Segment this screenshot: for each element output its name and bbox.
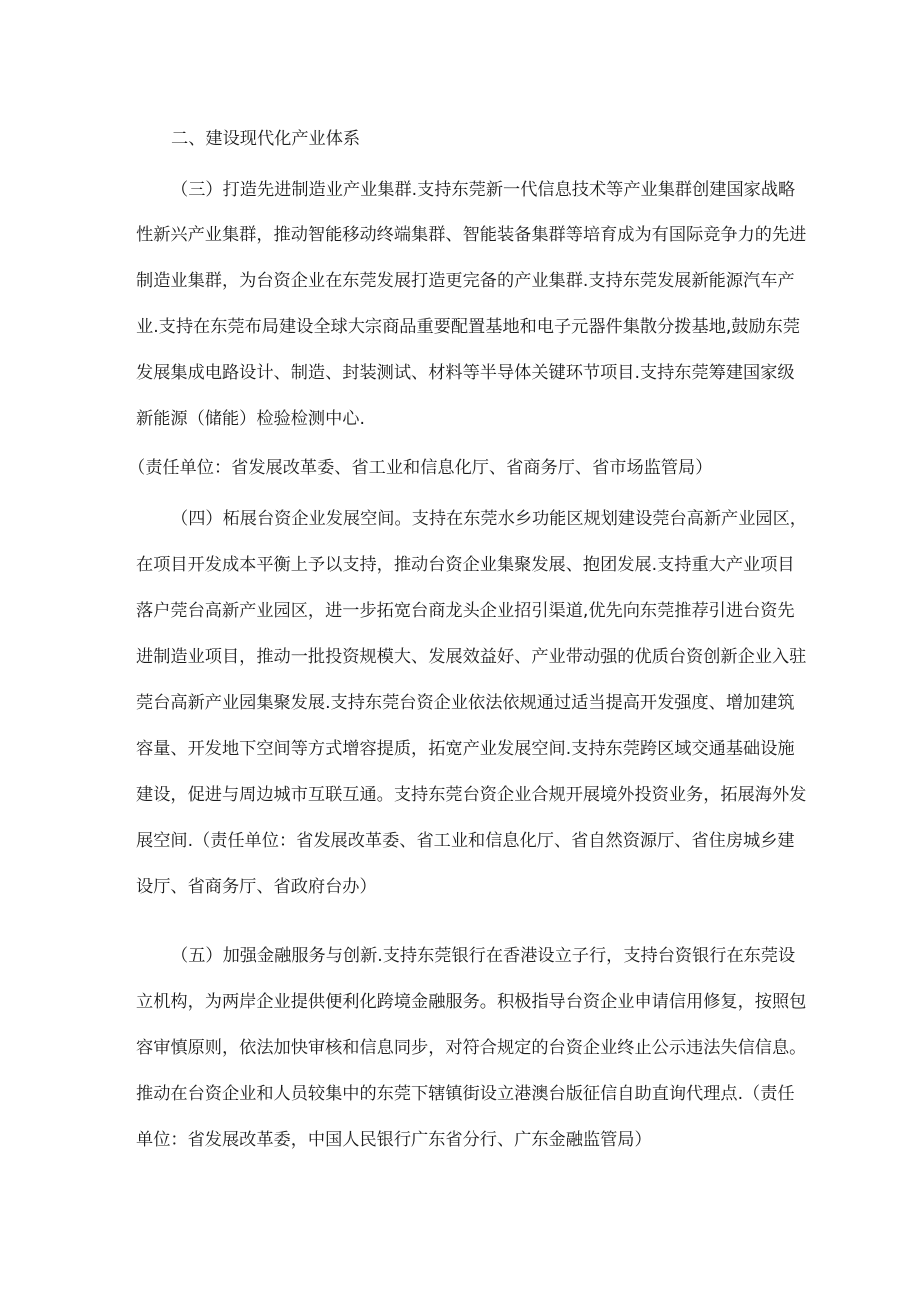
paragraph-4-line-5: 莞台高新产业园集聚发展.支持东莞台资企业依法依规通过适当提高开发强度、增加建筑 [136, 693, 795, 713]
paragraph-3-line-5: 发展集成电路设计、制造、封装测试、材料等半导体关键环节项目.支持东莞筹建国家级 [136, 363, 795, 383]
paragraph-5-line-4: 推动在台资企业和人员较集中的东莞下辖镇街设立港澳台版征信自助直询代理点.（责任 [136, 1084, 795, 1104]
paragraph-4-line-4: 进制造业项目，推动一批投资规模大、发展效益好、产业带动强的优质台资创新企业入驻 [136, 647, 807, 667]
paragraph-4-line-9: 设厅、省商务厅、省政府台办） [136, 877, 377, 897]
paragraph-5-line-1: （五）加强金融服务与创新.支持东莞银行在香港设立子行，支持台资银行在东莞设 [171, 946, 796, 966]
paragraph-3-line-4: 业.支持在东莞布局建设全球大宗商品重要配置基地和电子元器件集散分拨基地,鼓励东莞 [136, 317, 801, 337]
paragraph-4-line-2: 在项目开发成本平衡上予以支持，推动台资企业集聚发展、抱团发展.支持重大产业项目 [136, 555, 795, 575]
paragraph-3-line-2: 性新兴产业集群，推动智能移动终端集群、智能装备集群等培育成为有国际竞争力的先进 [136, 225, 807, 245]
paragraph-4-line-8: 展空间.（责任单位：省发展改革委、省工业和信息化厅、省自然资源厅、省住房城乡建 [136, 831, 795, 851]
paragraph-5-line-5: 单位：省发展改革委，中国人民银行广东省分行、广东金融监管局） [136, 1130, 652, 1150]
paragraph-4-line-7: 建设，促进与周边城市互联互通。支持东莞台资企业合规开展境外投资业务，拓展海外发 [136, 785, 807, 805]
paragraph-3-line-6: 新能源（储能）检验检测中心. [136, 409, 365, 429]
paragraph-5-line-3: 容审慎原则，依法加快审核和信息同步，对符合规定的台资企业终止公示违法失信信息。 [136, 1038, 807, 1058]
paragraph-4-line-3: 落户莞台高新产业园区，进一步拓宽台商龙头企业招引渠道,优先向东莞推荐引进台资先 [136, 601, 795, 621]
section-heading: 二、建设现代化产业体系 [171, 129, 361, 149]
responsible-units-3: （责任单位：省发展改革委、省工业和信息化厅、省商务厅、省市场监管局） [128, 458, 713, 478]
paragraph-5-line-2: 立机构，为两岸企业提供便利化跨境金融服务。积极指导台资企业申请信用修复，按照包 [136, 992, 807, 1012]
paragraph-3-line-1: （三）打造先进制造业产业集群.支持东莞新一代信息技术等产业集群创建国家战略 [171, 180, 796, 200]
paragraph-4-line-6: 容量、开发地下空间等方式增容提质，拓宽产业发展空间.支持东莞跨区域交通基础设施 [136, 739, 795, 759]
paragraph-3-line-3: 制造业集群，为台资企业在东莞发展打造更完备的产业集群.支持东莞发展新能源汽车产 [136, 271, 795, 291]
paragraph-4-line-1: （四）柘展台资企业发展空间。支持在东莞水乡功能区规划建设莞台高新产业园区， [171, 509, 807, 529]
